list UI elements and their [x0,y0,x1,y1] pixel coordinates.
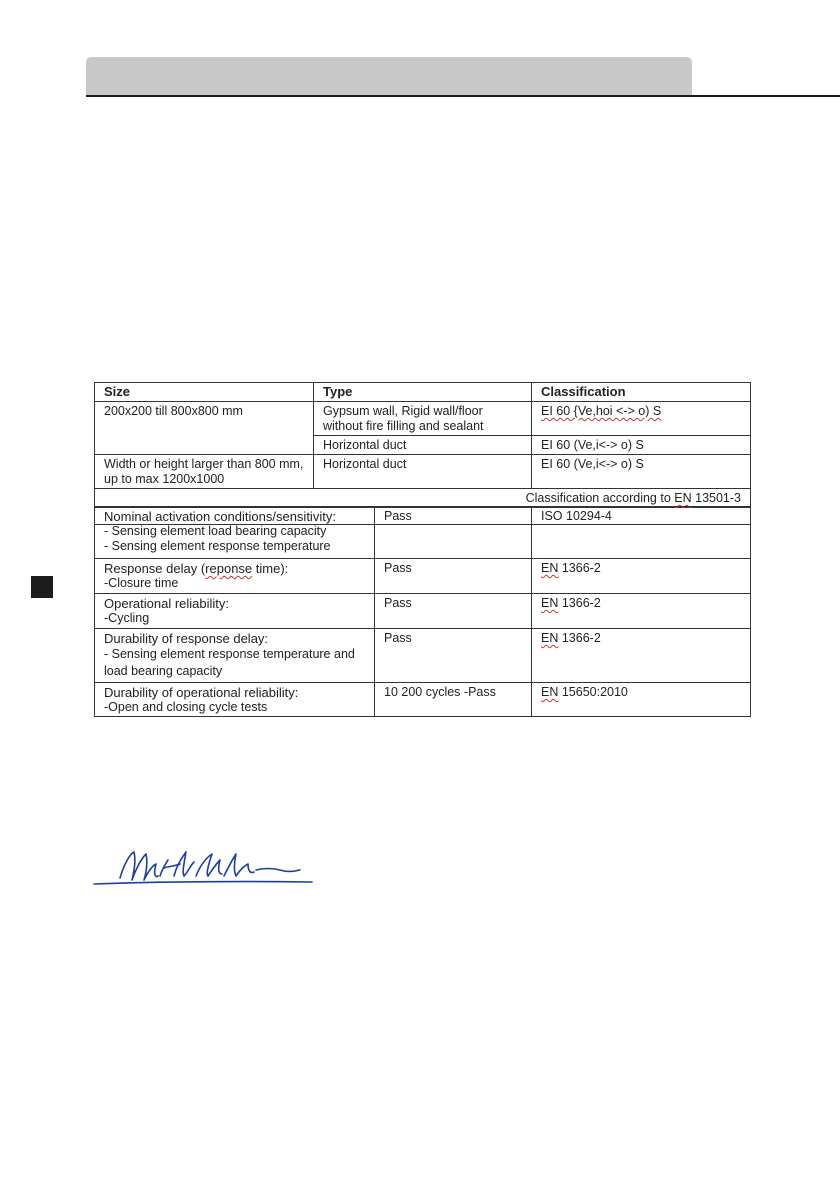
classification-standard-note [95,489,751,508]
header-band [86,57,692,95]
classification-cell: EI 60 (Ve,i<-> o) S [532,436,751,455]
table-row [95,594,751,629]
property-cell [95,683,375,717]
standard-number: 1366-2 [558,596,601,610]
note-prefix: Classification according to [525,491,675,505]
table-row [95,455,751,489]
property-title: Durability of response delay: [104,631,269,646]
classification-cell: EI 60 (Ve,i<-> o) S [532,455,751,489]
type-cell: Gypsum wall, Rigid wall/floor without fire filling and sealant [314,402,532,436]
standard-cell [532,629,751,683]
standard-cell: ISO 10294-4 [532,507,751,559]
property-detail: -Open and closing cycle tests [104,700,268,714]
property-detail: - Sensing element response temperature [104,539,331,553]
table-row [95,559,751,594]
result-cell: Pass [375,629,532,683]
page-side-marker [31,576,53,598]
property-cell [95,594,375,629]
standard-number: 1366-2 [558,561,601,575]
property-detail: - Sensing element load bearing capacity [104,524,327,538]
table-row [95,683,751,717]
standard-prefix: EN [541,631,559,645]
property-title: Operational reliability: [104,596,230,611]
size-cell: 200x200 till 800x800 mm [95,402,314,455]
classification-table [94,382,751,525]
standard-prefix: EN [541,596,559,610]
standard-number: 15650:2010 [558,685,628,699]
standard-cell [532,559,751,594]
classification-text: EI 60 {Ve,hoi <-> o) S [541,404,662,418]
header-size: Size [95,383,314,402]
property-cell [95,559,375,594]
note-standard: EN [674,491,692,505]
property-title-misspelled: reponse [205,561,253,576]
property-title: Nominal activation conditions/sensitivity: [104,509,336,524]
standard-number: 1366-2 [558,631,601,645]
property-cell [95,507,375,559]
property-detail: - Sensing element response temperature and load bearing capacity [104,647,355,678]
property-title: Durability of operational reliability: [104,685,299,700]
property-title [104,561,365,576]
size-cell: Width or height larger than 800 mm, up to max 1200x1000 [95,455,314,489]
property-detail: -Closure time [104,576,179,590]
table-row [95,507,751,559]
result-cell: 10 200 cycles -Pass [375,683,532,717]
property-title-pre: Response delay ( [104,561,206,576]
standard-prefix: EN [541,685,559,699]
standard-prefix: EN [541,561,559,575]
header-type: Type [314,383,532,402]
property-title-post: time): [252,561,289,576]
table-row [95,402,751,436]
result-cell: Pass [375,594,532,629]
performance-table [94,506,751,717]
standard-cell [532,683,751,717]
header-classification: Classification [532,383,751,402]
standard-cell [532,594,751,629]
result-cell: Pass [375,507,532,559]
header-rule [86,95,840,97]
table-header-row [95,383,751,402]
classification-standard-row [95,489,751,508]
property-detail: -Cycling [104,611,150,625]
table-row [95,629,751,683]
handwritten-signature [90,846,320,890]
type-cell: Horizontal duct [314,455,532,489]
result-cell: Pass [375,559,532,594]
classification-cell [532,402,751,436]
property-cell [95,629,375,683]
type-cell: Horizontal duct [314,436,532,455]
note-suffix: 13501-3 [691,491,741,505]
